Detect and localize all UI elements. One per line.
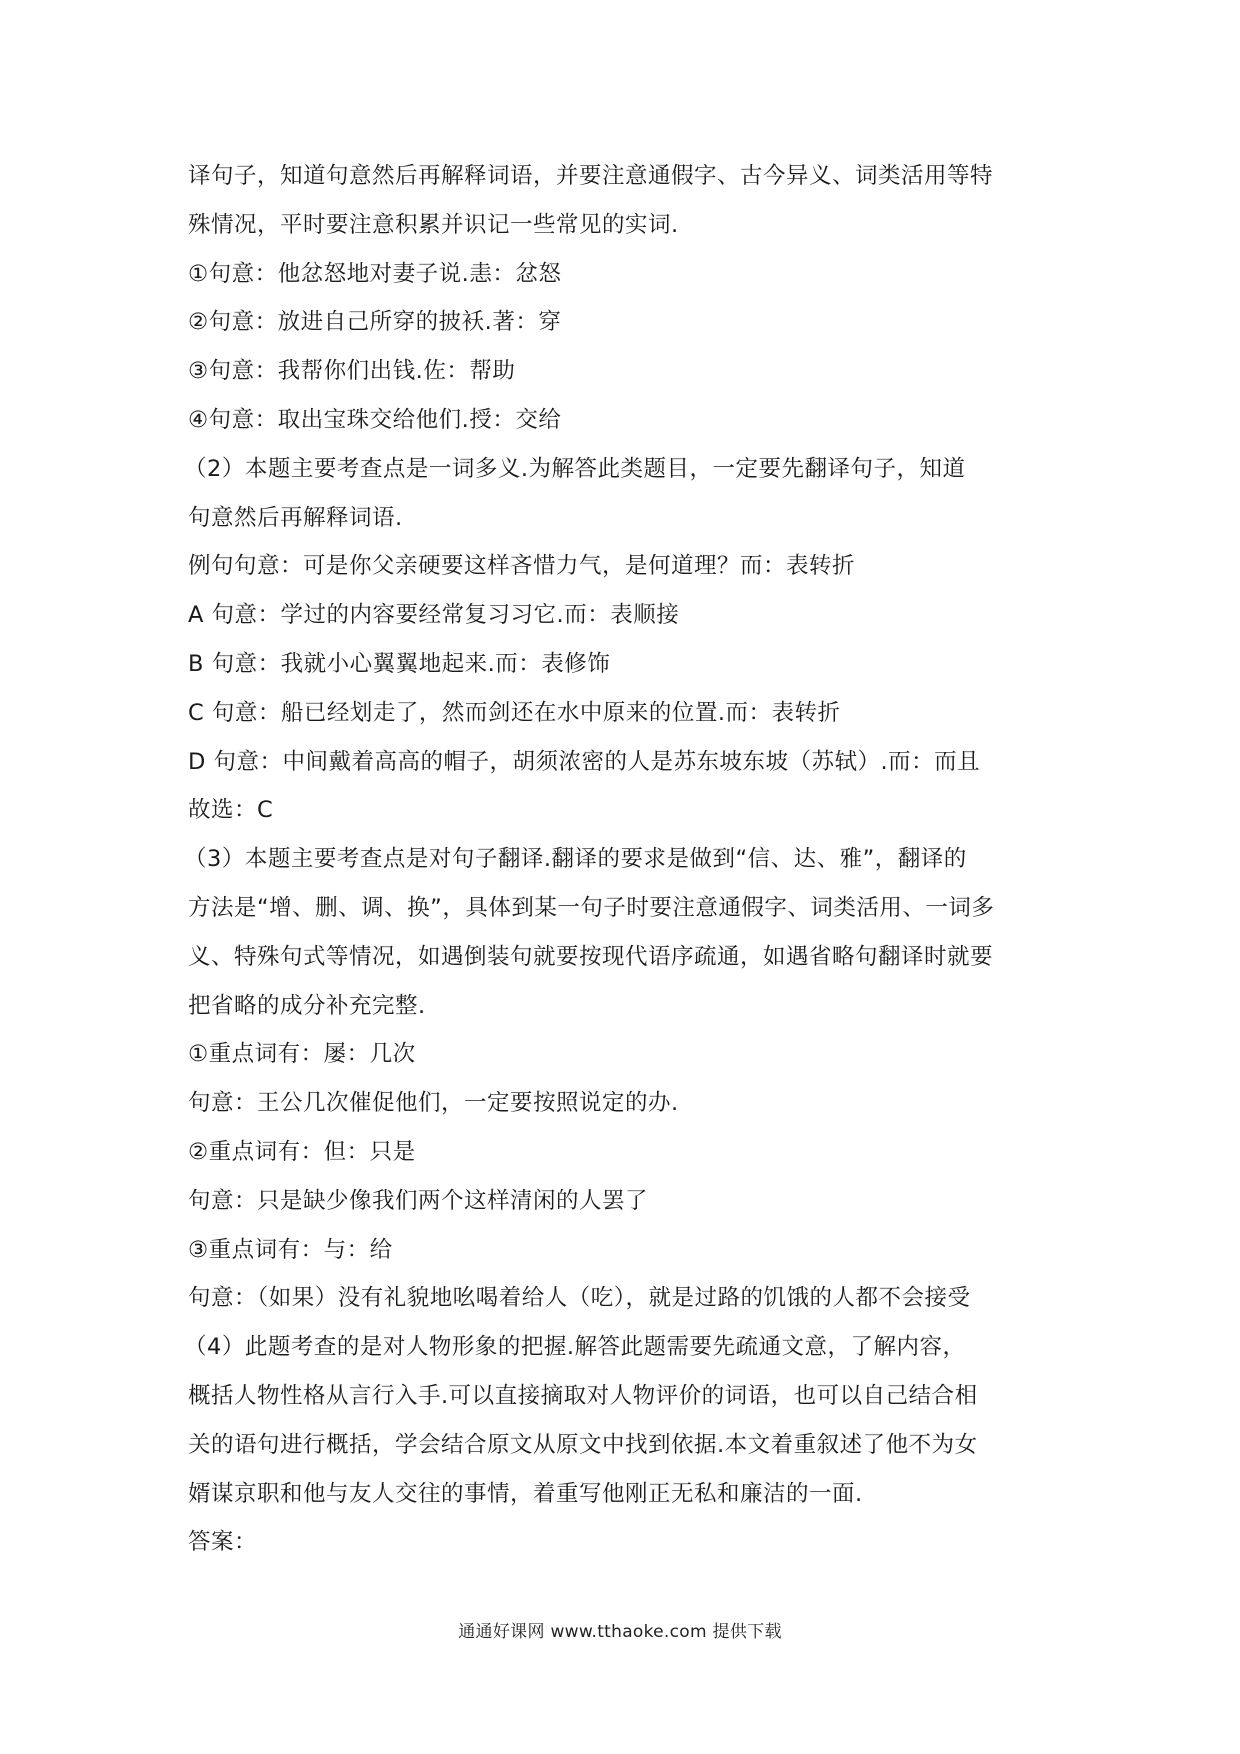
text-line: 殊情况，平时要注意积累并识记一些常见的实词. — [188, 211, 679, 238]
text-line: 句意：只是缺少像我们两个这样清闲的人罢了 — [188, 1187, 649, 1214]
text-line: 义、特殊句式等情况，如遇倒装句就要按现代语序疏通，如遇省略句翻译时就要 — [188, 943, 994, 970]
text-line: D 句意：中间戴着高高的帽子，胡须浓密的人是苏东坡东坡（苏轼）.而：而且 — [188, 748, 981, 775]
section-heading-3: （3）本题主要考查点是对句子翻译.翻译的要求是做到“信、达、雅”，翻译的 — [184, 846, 967, 873]
section-heading-4: （4）此题考查的是对人物形象的把握.解答此题需要先疏通文意，了解内容， — [184, 1334, 966, 1361]
text-line: 婿谋京职和他与友人交往的事情，着重写他刚正无私和廉洁的一面. — [188, 1480, 863, 1507]
text-line: ①句意：他忿怒地对妻子说.恚：忿怒 — [188, 260, 562, 287]
text-line: ③句意：我帮你们出钱.佐：帮助 — [188, 358, 516, 385]
page-footer: 通通好课网 www.tthaoke.com 提供下载 — [458, 1622, 782, 1642]
document-body — [184, 152, 1058, 1567]
section-heading-2: （2）本题主要考查点是一词多义.为解答此类题目，一定要先翻译句子，知道 — [184, 455, 966, 482]
text-line: 句意：（如果）没有礼貌地吆喝着给人（吃），就是过路的饥饿的人都不会接受 — [188, 1285, 971, 1312]
text-line: C 句意：船已经划走了，然而剑还在水中原来的位置.而：表转折 — [188, 699, 841, 726]
text-line: ②重点词有：但：只是 — [188, 1138, 416, 1165]
text-line: ③重点词有：与：给 — [188, 1236, 393, 1263]
text-line: A 句意：学过的内容要经常复习习它.而：表顺接 — [188, 602, 680, 629]
text-line: 译句子，知道句意然后再解释词语，并要注意通假字、古今异义、词类活用等特 — [188, 163, 994, 189]
text-line: 答案： — [188, 1529, 258, 1556]
text-line: 句意：王公几次催促他们，一定要按照说定的办. — [188, 1090, 679, 1117]
text-line: 句意然后再解释词语. — [188, 504, 403, 531]
text-line: ②句意：放进自己所穿的披袄.著：穿 — [188, 309, 562, 336]
text-line: ④句意：取出宝珠交给他们.授：交给 — [188, 406, 562, 433]
text-line: 故选：C — [188, 797, 274, 824]
text-line: ①重点词有：屡：几次 — [188, 1041, 416, 1068]
text-line: 关的语句进行概括，学会结合原文从原文中找到依据.本文着重叙述了他不为女 — [188, 1431, 978, 1458]
text-line: B 句意：我就小心翼翼地起来.而：表修饰 — [188, 650, 611, 677]
text-line: 把省略的成分补充完整. — [188, 992, 426, 1019]
text-line: 概括人物性格从言行入手.可以直接摘取对人物评价的词语，也可以自己结合相 — [188, 1382, 978, 1409]
text-line: 例句句意：可是你父亲硬要这样吝惜力气，是何道理？而：表转折 — [188, 553, 856, 580]
text-line: 方法是“增、删、调、换”，具体到某一句子时要注意通假字、词类活用、一词多 — [188, 894, 995, 921]
